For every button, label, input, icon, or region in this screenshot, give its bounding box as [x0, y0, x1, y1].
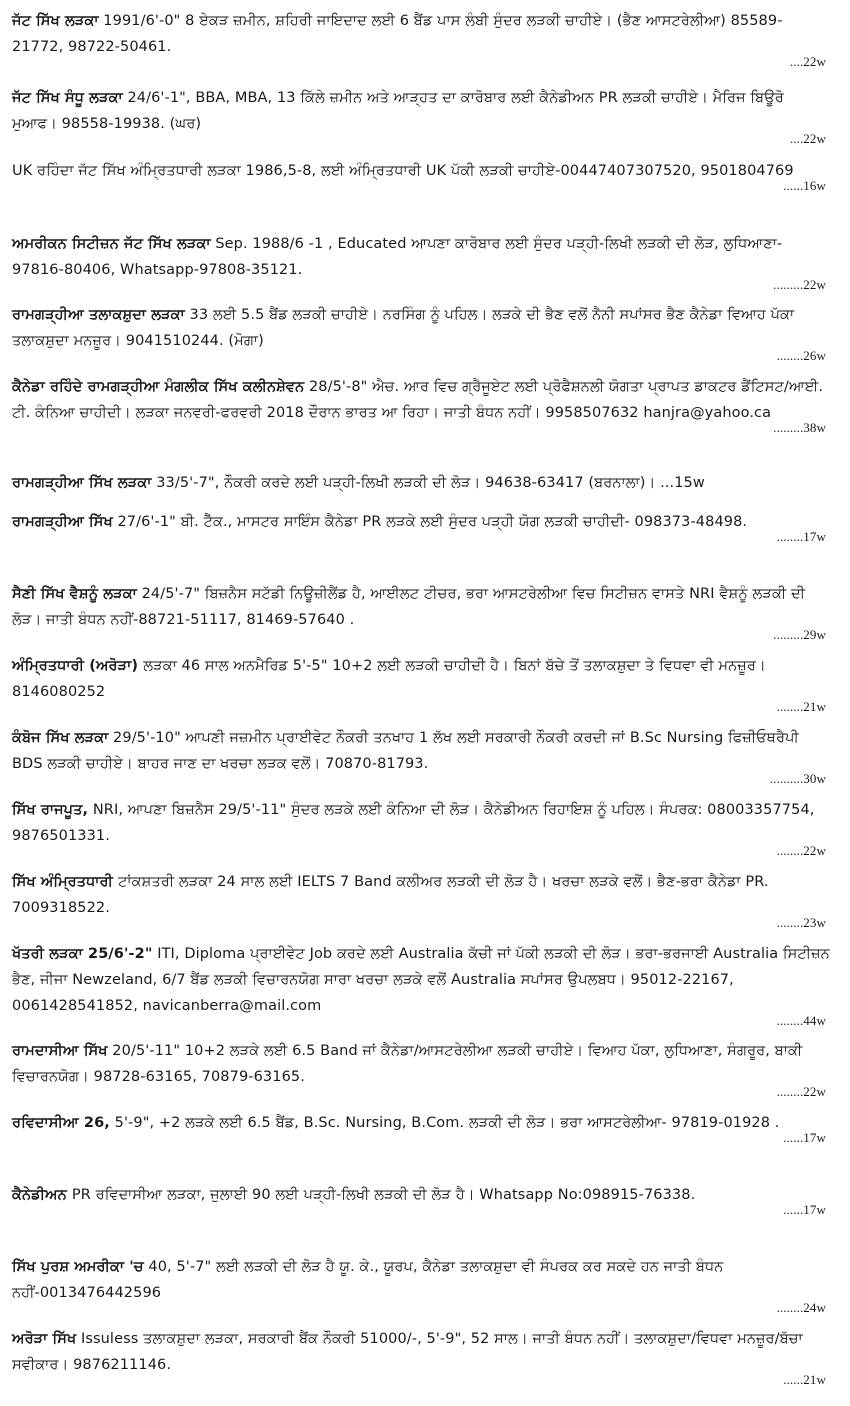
- ad-13: [12, 869, 830, 941]
- ad-text: UK ਰਹਿੰਦਾ ਜੱਟ ਸਿੱਖ ਅੰਮ੍ਰਿਤਧਾਰੀ ਲੜਕਾ 1986,5-8, ਲਈ ਅੰਮ੍ਰਿਤਧਾਰੀ UK ਪੱਕੀ ਲੜਕੀ ਚਾਹੀਏ-00447407307520, 9501804769: [12, 163, 794, 179]
- ad-heading: ਕੈਨੇਡੀਅਨ: [12, 1187, 72, 1203]
- ad-11: [12, 725, 830, 797]
- ad-heading: ਕੈਨੇਡਾ ਰਹਿੰਦੇ ਰਾਮਗੜ੍ਹੀਆ ਮੰਗਲੀਕ ਸਿੱਖ ਕਲੀਨਸ਼ੇਵਨ: [12, 379, 305, 395]
- ad-text: 33/5'-7", ਨੌਕਰੀ ਕਰਦੇ ਲਈ ਪੜ੍ਹੀ-ਲਿਖੀ ਲੜਕੀ ਦੀ ਲੋੜ। 94638-63417 (ਬਰਨਾਲਾ)। ...15w: [151, 475, 705, 491]
- ad-text: 28/5'-8" ਐਚ. ਆਰ ਵਿਚ ਗ੍ਰੈਜੂਏਟ ਲਈ ਪ੍ਰੋਫੈਸ਼ਨਲੀ ਯੋਗਤਾ ਪ੍ਰਾਪਤ ਡਾਕਟਰ ਡੈਂਟਿਸਟ/ਆਈ. ਟੀ. ਕੰਨਿਆ ਚਾਹੀਦੀ। ਲੜਕਾ ਜਨਵਰੀ-ਫਰਵਰੀ 2018 ਦੌਰਾਨ ਭਾਰਤ ਆ ਰਿਹਾ। ਜਾਤੀ ਬੰਧਨ ਨਹੀਂ। 9958507632 hanjra@yahoo.ca: [12, 379, 824, 421]
- ad-text: ਲੜਕਾ 46 ਸਾਲ ਅਨਮੈਰਿਡ 5'-5" 10+2 ਲਈ ਲੜਕੀ ਚਾਹੀਦੀ ਹੈ। ਬਿਨਾਂ ਬੱਚੇ ਤੋਂ ਤਲਾਕਸ਼ੁਦਾ ਤੇ ਵਿਧਵਾ ਵੀ ਮਨਜ਼ੂਰ। 8146080252: [12, 658, 766, 700]
- ad-19: [12, 1326, 830, 1394]
- ad-code: ........24w: [776, 1300, 826, 1315]
- ad-5: [12, 302, 830, 374]
- ad-code: .........38w: [773, 420, 826, 435]
- ad-text: 29/5'-10" ਆਪਣੀ ਜਜ਼ਮੀਨ ਪ੍ਰਾਈਵੇਟ ਨੌਕਰੀ ਤਨਖਾਹ 1 ਲੱਖ ਲਈ ਸਰਕਾਰੀ ਨੌਕਰੀ ਕਰਦੀ ਜਾਂ B.Sc Nursing ਫਿਜ਼ੀਓਥਰੈਪੀ BDS ਲੜਕੀ ਚਾਹੀਏ। ਬਾਹਰ ਜਾਣ ਦਾ ਖਰਚਾ ਲੜਕ ਵਲੋਂ। 70870-81793.: [12, 730, 799, 772]
- ad-text: 40, 5'-7" ਲਈ ਲੜਕੀ ਦੀ ਲੋੜ ਹੈ ਯੂ. ਕੇ., ਯੂਰਪ, ਕੈਨੇਡਾ ਤਲਾਕਸ਼ੁਦਾ ਵੀ ਸੰਪਰਕ ਕਰ ਸਕਦੇ ਹਨ ਜਾਤੀ ਬੰਧਨ ਨਹੀਂ-0013476442596: [12, 1259, 724, 1301]
- ad-heading: ਸਿੱਖ ਰਾਜਪੂਤ,: [12, 802, 89, 818]
- ad-code: ........23w: [776, 915, 826, 930]
- ad-12: [12, 797, 830, 869]
- ad-code: ........22w: [776, 1084, 826, 1099]
- ad-4: [12, 231, 830, 302]
- ad-code: ..........30w: [769, 771, 826, 786]
- ad-heading: ਸਿੱਖ ਅੰਮ੍ਰਿਤਧਾਰੀ: [12, 874, 119, 890]
- ad-14: [12, 941, 830, 1038]
- ad-text: 20/5'-11" 10+2 ਲੜਕੇ ਲਈ 6.5 Band ਜਾਂ ਕੈਨੇਡਾ/ਆਸਟਰੇਲੀਆ ਲੜਕੀ ਚਾਹੀਏ। ਵਿਆਹ ਪੱਕਾ, ਲੁਧਿਆਣਾ, ਸੰਗਰੂਰ, ਬਾਕੀ ਵਿਚਾਰਨਯੋਗ। 98728-63165, 70879-63165.: [12, 1043, 803, 1085]
- ad-code: ......17w: [783, 1130, 826, 1145]
- ad-code: ........44w: [776, 1013, 826, 1028]
- ad-7: [12, 470, 830, 509]
- ad-17: [12, 1182, 830, 1254]
- ad-3: [12, 158, 830, 231]
- ad-15: [12, 1038, 830, 1110]
- ad-2: [12, 85, 830, 158]
- ad-text: 5'-9", +2 ਲੜਕੇ ਲਈ 6.5 ਬੈਂਡ, B.Sc. Nursing, B.Com. ਲੜਕੀ ਦੀ ਲੋੜ। ਭਰਾ ਆਸਟਰੇਲੀਆ- 97819-01928 .: [109, 1115, 780, 1131]
- ad-1: [12, 8, 830, 73]
- ad-16: [12, 1110, 830, 1182]
- ad-text: Sep. 1988/6 -1 , Educated ਆਪਣਾ ਕਾਰੋਬਾਰ ਲਈ ਸੁੰਦਰ ਪੜ੍ਹੀ-ਲਿਖੀ ਲੜਕੀ ਦੀ ਲੋੜ, ਲੁਧਿਆਣਾ- 97816-80406, Whatsapp-97808-35121.: [12, 236, 783, 278]
- ad-text: 1991/6'-0" 8 ਏਕੜ ਜ਼ਮੀਨ, ਸ਼ਹਿਰੀ ਜਾਇਦਾਦ ਲਈ 6 ਬੈਂਡ ਪਾਸ ਲੰਬੀ ਸੁੰਦਰ ਲੜਕੀ ਚਾਹੀਏ। (ਭੈਣ ਆਸਟਰੇਲੀਆ) 85589-21772, 98722-50461.: [12, 13, 783, 55]
- ad-text: ਟਾਂਕਸ਼ਤਰੀ ਲੜਕਾ 24 ਸਾਲ ਲਈ IELTS 7 Band ਕਲੀਅਰ ਲੜਕੀ ਦੀ ਲੋੜ ਹੈ। ਖਰਚਾ ਲੜਕੇ ਵਲੋਂ। ਭੈਣ-ਭਰਾ ਕੈਨੇਡਾ PR. 7009318522.: [12, 874, 769, 916]
- ad-text: 24/5'-7" ਬਿਜ਼ਨੈਸ ਸਟੱਡੀ ਨਿਊਜ਼ੀਲੈਂਡ ਹੈ, ਆਈਲਟ ਟੀਚਰ, ਭਰਾ ਆਸਟਰੇਲੀਆ ਵਿਚ ਸਿਟੀਜ਼ਨ ਵਾਸਤੇ NRI ਵੈਸ਼ਨੂੰ ਲੜਕੀ ਦੀ ਲੋੜ। ਜਾਤੀ ਬੰਧਨ ਨਹੀਂ-88721-51117, 81469-57640 .: [12, 586, 806, 628]
- ad-code: ........22w: [776, 843, 826, 858]
- ad-heading: ਅੰਮ੍ਰਿਤਧਾਰੀ (ਅਰੋੜਾ): [12, 658, 144, 674]
- ad-code: .........29w: [773, 627, 826, 642]
- ad-8: [12, 509, 830, 581]
- ad-code: ......17w: [783, 1202, 826, 1217]
- ad-heading: ਜੱਟ ਸਿੱਖ ਲੜਕਾ: [12, 13, 99, 29]
- ad-text: 33 ਲਈ 5.5 ਬੈਂਡ ਲੜਕੀ ਚਾਹੀਏ। ਨਰਸਿੰਗ ਨੂੰ ਪਹਿਲ। ਲੜਕੇ ਦੀ ਭੈਣ ਵਲੋਂ ਨੈਨੀ ਸਪਾਂਸਰ ਭੈਣ ਕੈਨੇਡਾ ਵਿਆਹ ਪੱਕਾ ਤਲਾਕਸ਼ੁਦਾ ਮਨਜ਼ੂਰ। 9041510244. (ਮੋਗਾ): [12, 307, 795, 349]
- ad-code: ......21w: [783, 1372, 826, 1387]
- ad-6: [12, 374, 830, 470]
- ad-code: ......16w: [783, 178, 826, 193]
- ad-text: NRI, ਆਪਣਾ ਬਿਜ਼ਨੈਸ 29/5'-11" ਸੁੰਦਰ ਲੜਕੇ ਲਈ ਕੰਨਿਆ ਦੀ ਲੋੜ। ਕੈਨੇਡੀਅਨ ਰਿਹਾਇਸ਼ ਨੂੰ ਪਹਿਲ। ਸੰਪਰਕ: 08003357754, 9876501331.: [12, 802, 815, 844]
- ad-heading: ਰਾਮਗੜ੍ਹੀਆ ਤਲਾਕਸ਼ੁਦਾ ਲੜਕਾ: [12, 307, 185, 323]
- ad-code: ........26w: [776, 348, 826, 363]
- ad-heading: ਜੱਟ ਸਿੱਖ ਸੰਧੂ ਲੜਕਾ: [12, 90, 123, 106]
- ad-code: ....22w: [789, 54, 826, 69]
- classified-ads-page: [12, 8, 830, 1394]
- ad-code: ........21w: [776, 699, 826, 714]
- ad-text: ITI, Diploma ਪ੍ਰਾਈਵੇਟ Job ਕਰਦੇ ਲਈ Australia ਕੱਚੀ ਜਾਂ ਪੱਕੀ ਲੜਕੀ ਦੀ ਲੋੜ। ਭਰਾ-ਭਰਜਾਈ Australia ਸਿਟੀਜ਼ਨ ਭੈਣ, ਜੀਜਾ Newzeland, 6/7 ਬੈਂਡ ਲੜਕੀ ਵਿਚਾਰਨਯੋਗ ਸਾਰਾ ਖਰਚਾ ਲੜਕੇ ਵਲੋਂ Australia ਸਪਾਂਸਰ ਉਪਲਬਧ। 95012-22167, 0061428541852, navicanberra@mail.com: [12, 946, 830, 1014]
- ad-heading: ਸੈਣੀ ਸਿੱਖ ਵੈਸ਼ਨੂੰ ਲੜਕਾ: [12, 586, 137, 602]
- ad-code: ........17w: [776, 529, 826, 544]
- ad-text: 24/6'-1", BBA, MBA, 13 ਕਿੱਲੇ ਜ਼ਮੀਨ ਅਤੇ ਆੜ੍ਹਤ ਦਾ ਕਾਰੋਬਾਰ ਲਈ ਕੈਨੇਡੀਅਨ PR ਲੜਕੀ ਚਾਹੀਏ। ਮੈਰਿਜ ਬਿਊਰੋ ਮੁਆਫ। 98558-19938. (ਘਰ): [12, 90, 784, 132]
- ad-heading: ਅਮਰੀਕਨ ਸਿਟੀਜ਼ਨ ਜੱਟ ਸਿੱਖ ਲੜਕਾ: [12, 236, 211, 252]
- ad-code: .........22w: [773, 277, 826, 292]
- ad-text: 27/6'-1" ਬੀ. ਟੈੱਕ., ਮਾਸਟਰ ਸਾਇੰਸ ਕੈਨੇਡਾ PR ਲੜਕੇ ਲਈ ਸੁੰਦਰ ਪੜ੍ਹੀ ਯੋਗ ਲੜਕੀ ਚਾਹੀਦੀ- 098373-48498.: [112, 514, 748, 530]
- ad-heading: ਰਵਿਦਾਸੀਆ 26,: [12, 1115, 110, 1131]
- ad-text: Issuless ਤਲਾਕਸ਼ੁਦਾ ਲੜਕਾ, ਸਰਕਾਰੀ ਬੈਂਕ ਨੌਕਰੀ 51000/-, 5'-9", 52 ਸਾਲ। ਜਾਤੀ ਬੰਧਨ ਨਹੀਂ। ਤਲਾਕਸ਼ੁਦਾ/ਵਿਧਵਾ ਮਨਜ਼ੂਰ/ਬੱਚਾ ਸਵੀਕਾਰ। 9876211146.: [12, 1331, 803, 1373]
- ad-heading: ਖੱਤਰੀ ਲੜਕਾ 25/6'-2": [12, 946, 153, 962]
- ad-heading: ਰਾਮਗੜ੍ਹੀਆ ਸਿੱਖ: [12, 514, 113, 530]
- ad-heading: ਰਾਮਗੜ੍ਹੀਆ ਸਿੱਖ ਲੜਕਾ: [12, 475, 152, 491]
- ad-9: [12, 581, 830, 653]
- ad-heading: ਅਰੋੜਾ ਸਿੱਖ: [12, 1331, 77, 1347]
- ad-heading: ਕੰਬੋਜ ਸਿੱਖ ਲੜਕਾ: [12, 730, 109, 746]
- ad-heading: ਰਾਮਦਾਸੀਆ ਸਿੱਖ: [12, 1043, 108, 1059]
- ad-text: PR ਰਵਿਦਾਸੀਆ ਲੜਕਾ, ਜੁਲਾਈ 90 ਲਈ ਪੜ੍ਹੀ-ਲਿਖੀ ਲੜਕੀ ਦੀ ਲੋੜ ਹੈ। Whatsapp No:098915-76338.: [71, 1187, 696, 1203]
- ad-heading: ਸਿੱਖ ਪੁਰਸ਼ ਅਮਰੀਕਾ 'ਚ: [12, 1259, 144, 1275]
- ad-code: ....22w: [789, 131, 826, 146]
- ad-10: [12, 653, 830, 725]
- ad-18: [12, 1254, 830, 1326]
